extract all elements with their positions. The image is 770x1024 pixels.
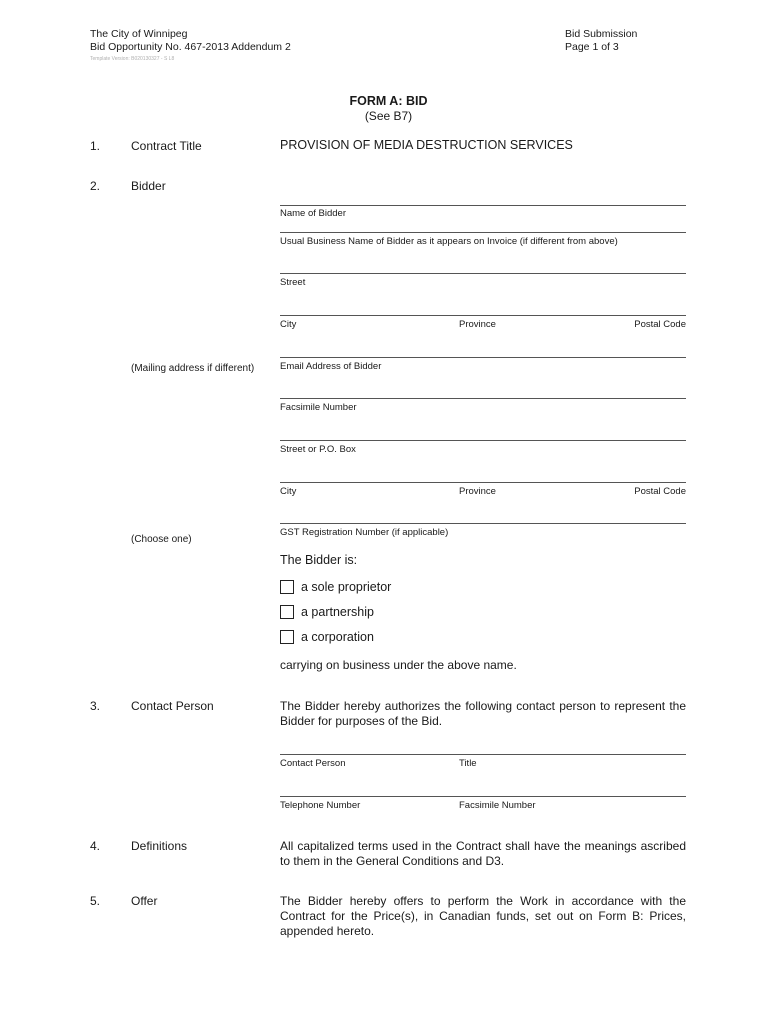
- email-line[interactable]: [280, 357, 686, 358]
- street-po-line[interactable]: [280, 440, 686, 441]
- contact-fax-label: Facsimile Number: [459, 800, 536, 811]
- contact-person-label: Contact Person: [280, 758, 346, 769]
- section-1-label: Contract Title: [131, 139, 202, 153]
- fax-label: Facsimile Number: [280, 402, 357, 413]
- section-5-label: Offer: [131, 894, 158, 908]
- telephone-line[interactable]: [280, 796, 686, 797]
- carrying-on-business-text: carrying on business under the above name.: [280, 658, 517, 672]
- city-label: City: [280, 319, 297, 330]
- header-page-number: Page 1 of 3: [565, 41, 619, 53]
- section-4-number: 4.: [90, 839, 101, 853]
- gst-line[interactable]: [280, 523, 686, 524]
- mailing-address-note: (Mailing address if different): [131, 363, 255, 374]
- name-of-bidder-line[interactable]: [280, 205, 686, 206]
- usual-business-name-label: Usual Business Name of Bidder as it appears on Invoice (if different from above): [280, 236, 618, 247]
- city-line[interactable]: [280, 315, 686, 316]
- city2-line[interactable]: [280, 482, 686, 483]
- header-city: The City of Winnipeg: [90, 28, 188, 40]
- corporation-checkbox[interactable]: [280, 630, 294, 644]
- section-5-number: 5.: [90, 894, 101, 908]
- section-4-label: Definitions: [131, 839, 188, 853]
- street-po-label: Street or P.O. Box: [280, 444, 356, 455]
- name-of-bidder-label: Name of Bidder: [280, 208, 347, 219]
- choose-one-note: (Choose one): [131, 534, 192, 545]
- offer-paragraph: The Bidder hereby offers to perform the Work in accordance with the Contract for the Price(s), in Canadian funds, set out on Form B: Prices, appended hereto.: [280, 894, 686, 938]
- form-title: FORM A: BID: [349, 94, 428, 108]
- contact-person-line[interactable]: [280, 754, 686, 755]
- city2-label: City: [280, 486, 297, 497]
- section-1-number: 1.: [90, 139, 101, 153]
- street-line[interactable]: [280, 273, 686, 274]
- header-bid-opportunity: Bid Opportunity No. 467-2013 Addendum 2: [90, 41, 291, 53]
- street-label: Street: [280, 277, 306, 288]
- form-subtitle: (See B7): [364, 109, 413, 123]
- telephone-label: Telephone Number: [280, 800, 361, 811]
- contract-title-value: PROVISION OF MEDIA DESTRUCTION SERVICES: [280, 138, 573, 152]
- corporation-label: a corporation: [301, 630, 374, 644]
- section-3-label: Contact Person: [131, 699, 214, 713]
- postal-code2-label: Postal Code: [634, 486, 686, 497]
- template-version: Template Version: B020130327 - S L8: [90, 56, 175, 62]
- partnership-label: a partnership: [301, 605, 374, 619]
- province2-label: Province: [459, 486, 496, 497]
- usual-business-name-line[interactable]: [280, 232, 686, 233]
- partnership-checkbox[interactable]: [280, 605, 294, 619]
- bidder-is-label: The Bidder is:: [280, 553, 358, 567]
- email-label: Email Address of Bidder: [280, 361, 382, 372]
- section-3-number: 3.: [90, 699, 101, 713]
- definitions-paragraph: All capitalized terms used in the Contract shall have the meanings ascribed to them in the General Conditions and D3.: [280, 839, 686, 868]
- section-2-label: Bidder: [131, 179, 166, 193]
- section-2-number: 2.: [90, 179, 101, 193]
- header-bid-submission: Bid Submission: [565, 28, 638, 40]
- gst-label: GST Registration Number (if applicable): [280, 527, 449, 538]
- province-label: Province: [459, 319, 496, 330]
- postal-code-label: Postal Code: [634, 319, 686, 330]
- contact-person-paragraph: The Bidder hereby authorizes the following contact person to represent the Bidder for purposes of the Bid.: [280, 699, 686, 728]
- contact-title-label: Title: [459, 758, 477, 769]
- sole-proprietor-checkbox[interactable]: [280, 580, 294, 594]
- sole-proprietor-label: a sole proprietor: [301, 580, 392, 594]
- fax-line[interactable]: [280, 398, 686, 399]
